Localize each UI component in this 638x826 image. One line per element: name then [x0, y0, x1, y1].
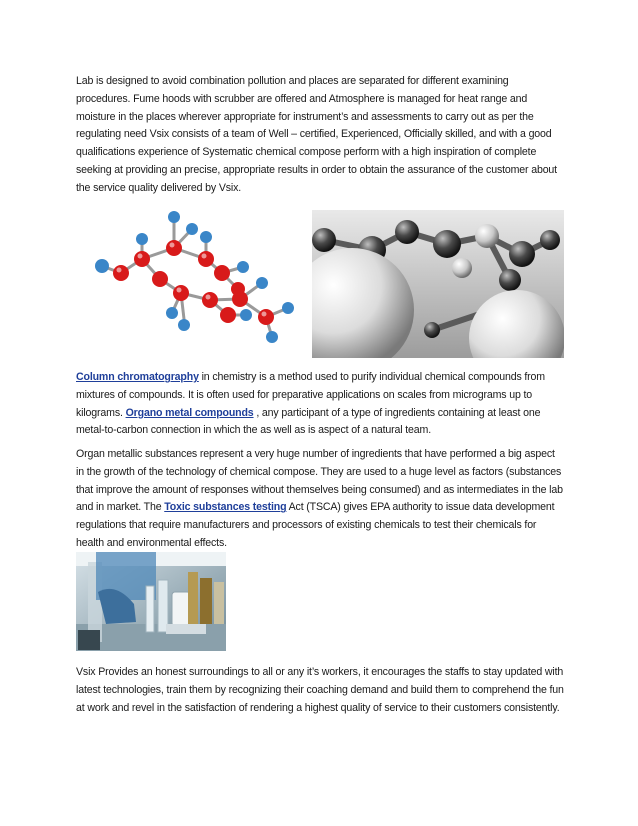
paragraph-text: Act (TSCA) gives EPA authority to issue data development regulations that require manufacturers and processors of existing chemicals to test their chemicals for health and environmental effects.	[76, 501, 555, 549]
paragraph-text: , any participant of a type of ingredients containing at least one metal-to-carbon connection in which the as well as is aspect of a natural team.	[76, 406, 541, 437]
column-chromatography-link[interactable]: Column chromatography	[76, 371, 199, 383]
chromatography-paragraph	[76, 369, 564, 440]
closing-paragraph: Vsix Provides an honest surroundings to all or any it’s workers, it encourages the staffs to stay updated with latest technologies, train them by recognizing their coaching demand and build them to comprehend the fun at work and revel in the satisfaction of rendering a highest quality of service to their customers consistently.	[76, 666, 564, 714]
intro-paragraph: Lab is designed to avoid combination pollution and places are separated for different examining procedures. Fume hoods with scrubber are offered and Atmosphere is managed for heat range and moisture in the places wherever appropriate for instrument’s and assessments to carry out as per the regulating need Vsix consists of a team of Well – certified, Experienced, Officially skilled, and with a good qualifications experience of Systematic chemical compose perform with a high inspiration of complete seeking at providing an precise, appropriate results in order to obtain the assurance of the customer about the service quality delivered by Vsix.	[76, 75, 557, 194]
molecule-grayscale-image	[312, 210, 564, 358]
lab-equipment-image	[76, 552, 226, 651]
organo-metal-compounds-link[interactable]: Organo metal compounds	[125, 406, 254, 419]
paragraph-text: in chemistry is a method used to purify individual chemical compounds from mixtures of compounds. It is often used for preparative applications on scales from micrograms up to kilograms.	[76, 371, 545, 419]
toxic-substances-testing-link[interactable]: Toxic substances testing	[164, 501, 287, 514]
organ-metallic-paragraph	[76, 446, 564, 553]
molecule-color-image	[76, 203, 310, 347]
paragraph-text: Organ metallic substances represent a very huge number of ingredients that have performed a big aspect in the growth of the technology of chemical compose. They are used to a huge level as factors (substances that improve the amount of responses without themselves being consumed) and as intermediates in the lab and in market. The	[76, 448, 563, 514]
